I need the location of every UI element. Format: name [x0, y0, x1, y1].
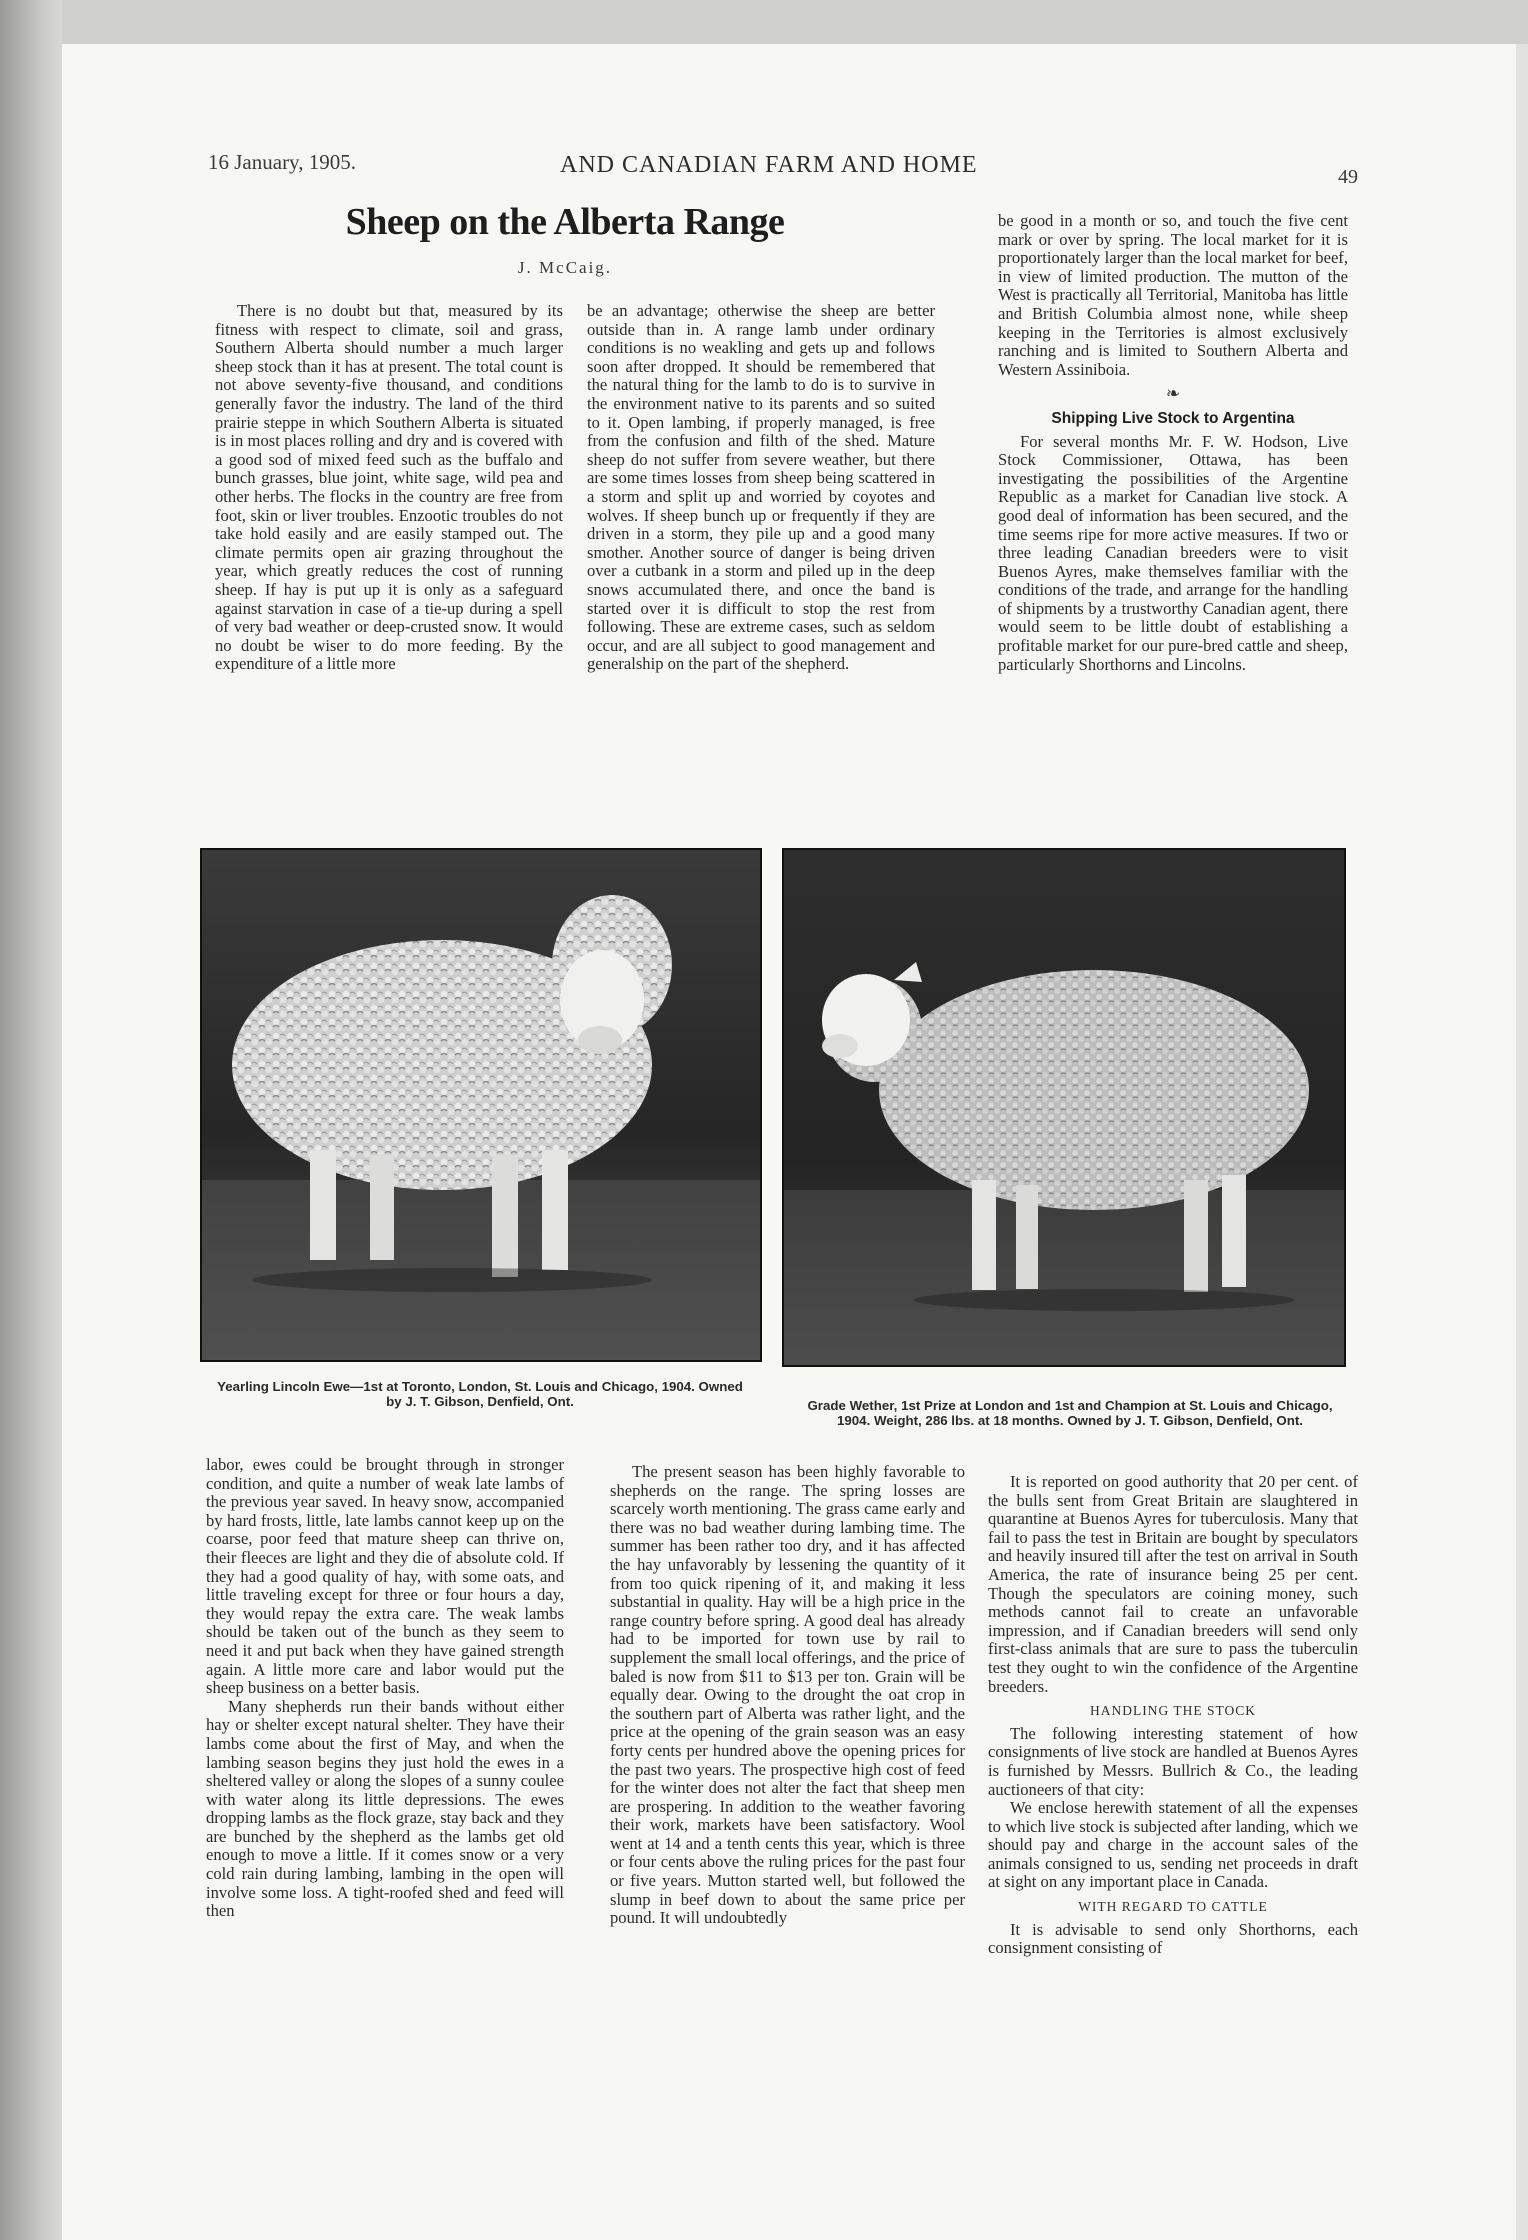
column-2-bottom: [610, 1463, 965, 1928]
sheep-illustration-left: [202, 850, 760, 1360]
subheading-handling: HANDLING THE STOCK: [1090, 1703, 1256, 1719]
paragraph: The following interesting statement of how consignments of live stock are handled at Buenos Ayres is furnished by Messrs. Bullrich & Co., the leading auctioneers of that city:: [988, 1723, 1358, 1799]
photo-caption-left: Yearling Lincoln Ewe—1st at Toronto, London, St. Louis and Chicago, 1904. Owned by J. T. Gibson, Denfield, Ont.: [217, 1379, 743, 1409]
column-1-top: [215, 302, 563, 674]
paragraph: Many shepherds run their bands without either hay or shelter except natural shelter. They have their lambs come about the first of May, and when the lambing season begins they just hold the ewes in a sheltered valley or along the slopes of a sunny coulee with water along its little depressions. The ewes dropping lambs as the flock graze, stay back and they are bunched by the shepherd as the lambs get old enough to move a little. If it comes snow or a very cold rain during lambing, lambing in the open will involve some loss. A tight-roofed shed and feed will then: [206, 1696, 564, 1921]
issue-date: 16 January, 1905.: [208, 150, 356, 174]
paragraph: It is advisable to send only Shorthorns, each consignment consisting of: [988, 1919, 1358, 1958]
book-binding: [0, 0, 62, 2240]
article-title: Sheep on the Alberta Range: [345, 201, 785, 243]
paragraph: The present season has been highly favorable to shepherds on the range. The spring losses are scarcely worth mentioning. The grass came early and there was no bad weather during lambing time. The summer has been rather too dry, and it has affected the hay unfavorably by lessening the quantity of it from too quick ripening of it, and making it less substantial in quality. Hay will be a high price in the range country before spring. A good deal has already had to be imported for town use by rail to supplement the small local offerings, and the price of baled is now from $11 to $13 per ton. Grain will be equally dear. Owing to the drought the oat crop in the southern part of Alberta was rather light, and the price at the opening of the grain season was an easy forty cents per hundred above the opening prices for the past two years. The prospective high cost of feed for the winter does not alter the fact that sheep men are prospering. In addition to the weather favoring their work, markets have been satisfactory. Wool went at 14 and a tenth cents this year, which is three or four cents above the ruling prices for the past four or five years. Mutton started well, but followed the slump in beef down to about the same price per pound. It will undoubtedly: [610, 1462, 965, 1928]
column-3-bottom: [988, 1473, 1358, 1958]
column-1-bottom: [206, 1456, 564, 1921]
column-3-top: [998, 212, 1348, 674]
paragraph: It is reported on good authority that 20 per cent. of the bulls sent from Great Britain are slaughtered in quarantine at Buenos Ayres for tuberculosis. Many that fail to pass the test in Britain are bought by speculators and heavily insured till after the test on arrival in South America, the rate of insurance being 25 per cent. Though the speculators are coining money, such methods cannot fail to create an unfavorable impression, and if Canadian breeders will send only first-class animals that are sure to pass the tuberculin test they ought to win the confidence of the Argentine breeders.: [988, 1472, 1358, 1696]
subheading-cattle: WITH REGARD TO CATTLE: [1078, 1899, 1268, 1915]
page-number: 49: [1338, 166, 1358, 188]
photo-caption-right: Grade Wether, 1st Prize at London and 1st and Champion at St. Louis and Chicago, 1904. Weight, 286 lbs. at 18 months. Owned by J. T. Gibson, Denfield, Ont.: [807, 1398, 1333, 1428]
section-heading: Shipping Live Stock to Argentina: [1051, 409, 1295, 427]
running-title: AND CANADIAN FARM AND HOME: [560, 152, 978, 178]
ornament-icon: ❧: [1165, 384, 1181, 404]
column-2-top: [587, 302, 935, 674]
page-edge: [1516, 44, 1528, 2240]
sheep-illustration-right: [784, 850, 1344, 1365]
paragraph: be good in a month or so, and touch the five cent mark or over by spring. The local market for it is proportionately larger than the local market for beef, in view of limited production. The mutton of the West is practically all Territorial, Manitoba has little and British Columbia almost none, while sheep keeping in the Territories is almost exclusively ranching and is limited to Southern Alberta and Western Assiniboia.: [998, 211, 1348, 379]
paragraph: be an advantage; otherwise the sheep are better outside than in. A range lamb under ordinary conditions is no weakling and gets up and follows soon after dropped. It should be remembered that the natural thing for the lamb to do is to survive in the environment native to its parents and so suited to it. Open lambing, if properly managed, is free from the confusion and filth of the shed. Mature sheep do not suffer from severe weather, but there are some times losses from sheep being scattered in a storm and split up and worried by coyotes and wolves. If sheep bunch up or frequently if they are driven in a storm, they pile up and a good many smother. Another source of danger is being driven over a cutbank in a storm and piled up in the deep snows accumulated there, and once the band is started over it is difficult to stop the rest from following. These are extreme cases, such as seldom occur, and are all subject to good management and generalship on the part of the shepherd.: [587, 301, 935, 674]
article-byline: J. McCaig.: [517, 258, 613, 277]
paragraph: labor, ewes could be brought through in stronger condition, and quite a number of weak late lambs of the previous year saved. In heavy snow, accompanied by hard frosts, little, late lambs cannot keep up on the coarse, poor feed that mature sheep can thrive on, their fleeces are light and they die of absolute cold. If they had a good quality of hay, with some oats, and little traveling except for three or four hours a day, they would repay the extra care. The weak lambs should be taken out of the bunch as they seem to need it and put back when they have gained strength again. A little more care and labor would put the sheep business on a better basis.: [206, 1455, 564, 1698]
photo-lincoln-ewe: [200, 848, 762, 1362]
paragraph: There is no doubt but that, measured by its fitness with respect to climate, soil and grass, Southern Alberta should number a much larger sheep stock than it has at present. The total count is not above seventy-five thousand, and conditions generally favor the industry. The land of the third prairie steppe in which Southern Alberta is situated is in most places rolling and dry and is covered with a good sod of mixed feed such as the buffalo and bunch grasses, blue joint, white sage, wild pea and other herbs. The flocks in the country are free from foot, skin or liver troubles. Enzootic troubles do not take hold easily and are easily stamped out. The climate permits open air grazing throughout the year, which greatly reduces the cost of running sheep. If hay is put up it is only as a safeguard against starvation in case of a tie-up during a spell of very bad weather or deep-crusted snow. It would no doubt be wiser to do more feeding. By the expenditure of a little more: [215, 301, 563, 674]
photo-grade-wether: [782, 848, 1346, 1367]
paragraph: For several months Mr. F. W. Hodson, Live Stock Commissioner, Ottawa, has been investigating the possibilities of the Argentine Republic as a market for Canadian live stock. A good deal of information has been secured, and the time seems ripe for more active measures. If two or three leading Canadian breeders were to visit Buenos Ayres, make themselves familiar with the conditions of the trade, and arrange for the handling of shipments by a trustworthy Canadian agent, there would seem to be little doubt of establishing a profitable market for our pure-bred cattle and sheep, particularly Shorthorns and Lincolns.: [998, 431, 1348, 674]
paragraph: We enclose herewith statement of all the expenses to which live stock is subjected after landing, which we should pay and charge in the account sales of the animals consigned to us, sending net proceeds in draft at sight on any important place in Canada.: [988, 1798, 1358, 1892]
